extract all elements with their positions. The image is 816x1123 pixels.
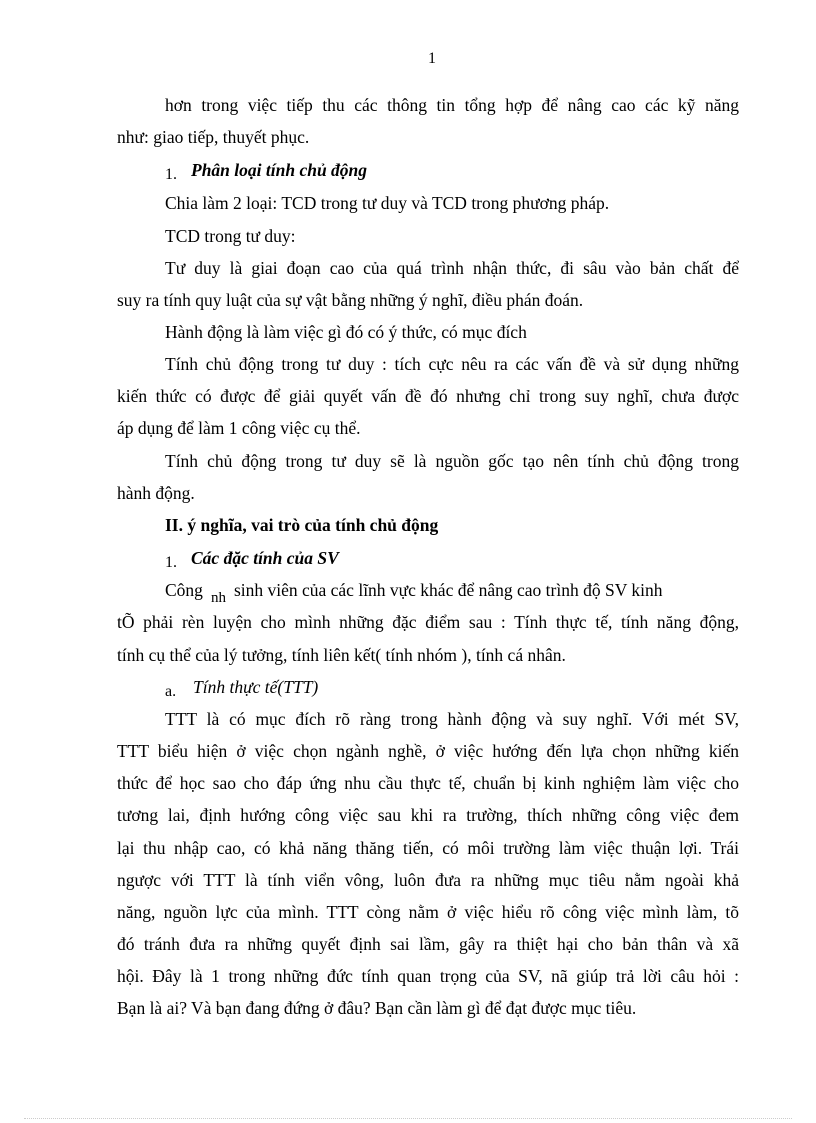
- body-line: áp dụng để làm 1 công việc cụ thể.: [117, 418, 361, 438]
- heading-text: Các đặc tính của SV: [191, 548, 339, 568]
- section-heading: II. ý nghĩa, vai trò của tính chủ động: [165, 515, 439, 535]
- body-line: thức để học sao cho đáp ứng nhu cầu thực tế, chuẩn bị kinh nghiệm làm việc cho: [117, 773, 739, 793]
- item-heading: [165, 675, 739, 701]
- body-line: Tính chủ động trong tư duy : tích cực nêu ra các vấn đề và sử dụng những: [165, 354, 739, 374]
- body-line: hơn trong việc tiếp thu các thông tin tổng hợp để nâng cao các kỹ năng: [165, 95, 739, 115]
- body-line: lại thu nhập cao, có khả năng thăng tiến, có môi trường làm việc thuận lợi. Trái: [117, 838, 739, 858]
- body-line: Tính chủ động trong tư duy sẽ là nguồn gốc tạo nên tính chủ động trong: [165, 451, 739, 471]
- body-line: suy ra tính quy luật của sự vật bằng những ý nghĩ, điều phán đoán.: [117, 290, 584, 310]
- body-line: tÕ phải rèn luyện cho mình những đặc điểm sau : Tính thực tế, tính năng động,: [117, 612, 739, 632]
- body-line: đó tránh đưa ra những quyết định sai lầm, gây ra thiệt hại cho bản thân và xã: [117, 934, 739, 954]
- body-line: năng, nguồn lực của mình. TTT còng nằm ở việc hiểu rõ công việc mình làm, tõ: [117, 902, 739, 922]
- body-line: tính cụ thể của lý tưởng, tính liên kết( tính nhóm ), tính cá nhân.: [117, 645, 566, 665]
- body-line: hành động.: [117, 483, 195, 503]
- subsection-heading: [165, 546, 739, 572]
- body-line: ngược với TTT là tính viển vông, luôn đưa ra những mục tiêu nằm ngoài khả: [117, 870, 739, 890]
- body-line: Bạn là ai? Và bạn đang đứng ở đâu? Bạn cần làm gì để đạt được mục tiêu.: [117, 998, 637, 1018]
- body-line: Chia làm 2 loại: TCD trong tư duy và TCD trong phương pháp.: [165, 193, 610, 213]
- body-line: kiến thức có được để giải quyết vấn đề đó nhưng chỉ trong suy nghĩ, chưa được: [117, 386, 739, 406]
- heading-number: 1.: [165, 554, 177, 571]
- body-line: TCD trong tư duy:: [165, 226, 296, 246]
- page-bottom-divider: [24, 1118, 792, 1119]
- body-line: Hành động là làm việc gì đó có ý thức, có mục đích: [165, 322, 527, 342]
- body-line: tương lai, định hướng công việc sau khi ra trường, thích những công việc đem: [117, 805, 739, 825]
- word: sinh viên của các lĩnh vực khác để nâng cao trình độ SV kinh: [233, 580, 663, 600]
- heading-number: 1.: [165, 166, 177, 183]
- heading-letter: a.: [165, 683, 177, 700]
- body-line: Tư duy là giai đoạn cao của quá trình nhận thức, đi sâu vào bản chất để: [165, 258, 739, 278]
- page-number: 1: [428, 50, 436, 67]
- section-heading: [165, 158, 739, 184]
- word: Công: [165, 580, 203, 600]
- body-line: hội. Đây là 1 trong những đức tính quan trọng của SV, nã giúp trả lời câu hỏi :: [117, 966, 739, 986]
- heading-text: Phân loại tính chủ động: [191, 160, 368, 180]
- body-line: TTT là có mục đích rõ ràng trong hành động và suy nghĩ. Với mét SV,: [165, 709, 739, 729]
- body-line: như: giao tiếp, thuyết phục.: [117, 127, 310, 147]
- subscript-fragment: nh: [210, 590, 226, 606]
- heading-text: Tính thực tế(TTT): [193, 677, 319, 697]
- body-line: TTT biểu hiện ở việc chọn ngành nghề, ở việc hướng đến lựa chọn những kiến: [117, 741, 739, 761]
- body-line: [165, 578, 739, 604]
